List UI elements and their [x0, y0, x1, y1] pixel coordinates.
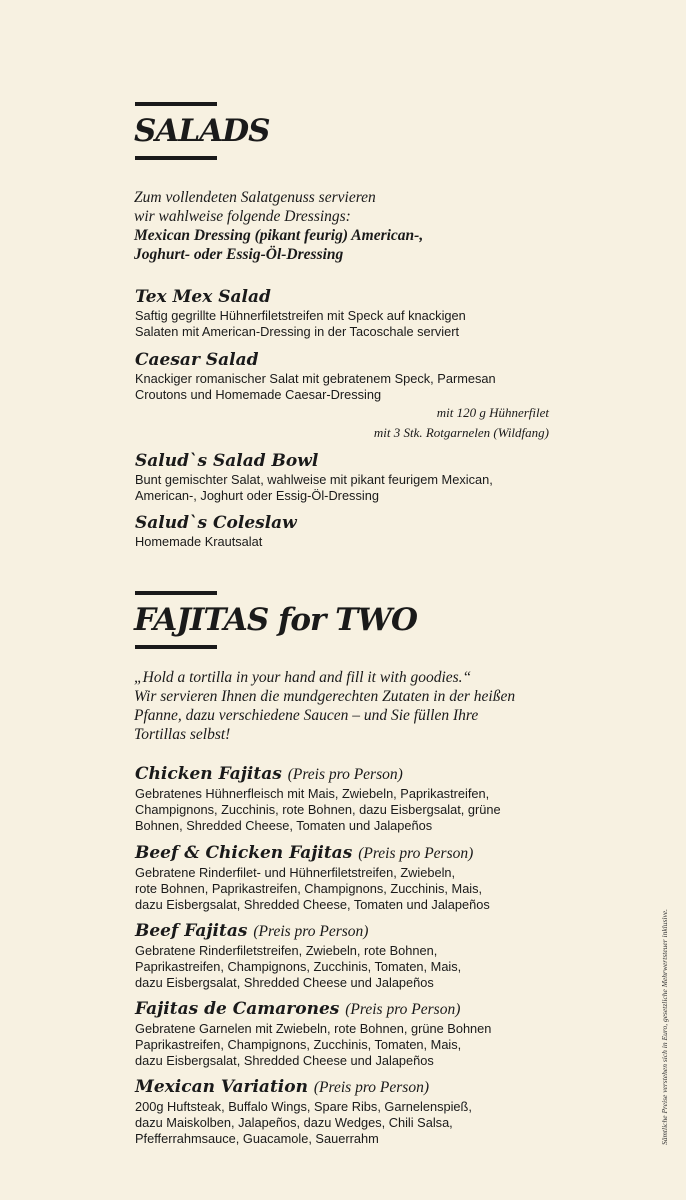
- item-desc-line: Gebratene Rinderfilet- und Hühnerfiletstreifen, Zwiebeln,: [135, 865, 456, 880]
- item-description: [135, 786, 501, 834]
- item-name: Beef Fajitas: [135, 921, 248, 941]
- item-description: [135, 371, 496, 403]
- salads-intro-line: wir wahlweise folgende Dressings:: [134, 208, 351, 225]
- caesar-option-prawns: mit 3 Stk. Rotgarnelen (Wildfang): [373, 425, 549, 440]
- price-disclaimer: Sämtliche Preise verstehen sich in Euro, gesetzliche Mehrwertsteuer inklusive.: [660, 908, 669, 1145]
- fajitas-intro-line: Pfanne, dazu verschiedene Saucen – und Sie füllen Ihre: [134, 707, 479, 724]
- salads-intro-line: Zum vollendeten Salatgenuss servieren: [134, 189, 376, 206]
- item-name-row: [135, 1076, 472, 1099]
- item-description: [135, 1021, 491, 1069]
- fajitas-intro: [134, 668, 515, 744]
- salads-rule-bottom: [135, 156, 217, 160]
- item-name: Mexican Variation: [135, 1077, 308, 1097]
- item-name: Salud`s Coleslaw: [135, 513, 297, 533]
- item-desc-line: dazu Eisbergsalat, Shredded Cheese und Jalapeños: [135, 975, 434, 990]
- item-desc-line: Saftig gegrillte Hühnerfiletstreifen mit Speck auf knackigen: [135, 308, 466, 323]
- item-price-note: (Preis pro Person): [313, 1079, 429, 1096]
- item-desc-line: Homemade Krautsalat: [135, 534, 263, 549]
- menu-item-beef-chicken-fajitas: [135, 842, 490, 913]
- menu-item-chicken-fajitas: [135, 763, 501, 834]
- menu-item-tex-mex-salad: [135, 286, 466, 340]
- item-description: [135, 1099, 472, 1147]
- item-name-row: [135, 763, 501, 786]
- salads-intro-dressing-line: Mexican Dressing (pikant feurig) American-,: [134, 227, 424, 244]
- item-description: [135, 308, 466, 340]
- item-price-note: (Preis pro Person): [345, 1001, 461, 1018]
- fajitas-rule-top: [135, 591, 217, 595]
- menu-item-fajitas-de-camarones: [135, 998, 491, 1069]
- salads-rule-top: [135, 102, 217, 106]
- menu-item-caesar-salad: [135, 349, 496, 403]
- item-description: [135, 865, 490, 913]
- item-desc-line: Bunt gemischter Salat, wahlweise mit pikant feurigem Mexican,: [135, 472, 493, 487]
- salads-intro-dressing-line: Joghurt- oder Essig-Öl-Dressing: [134, 246, 344, 263]
- fajitas-rule-bottom: [135, 645, 217, 649]
- caesar-option-chicken: mit 120 g Hühnerfilet: [436, 405, 549, 420]
- item-name-row: [135, 842, 490, 865]
- item-desc-line: Gebratenes Hühnerfleisch mit Mais, Zwiebeln, Paprikastreifen,: [135, 786, 490, 801]
- item-price-note: (Preis pro Person): [253, 923, 369, 940]
- menu-item-saluds-coleslaw: [135, 512, 297, 550]
- item-description: [135, 472, 493, 504]
- salads-intro: [134, 188, 423, 264]
- fajitas-intro-line: Tortillas selbst!: [134, 726, 231, 743]
- item-name: Beef & Chicken Fajitas: [135, 843, 353, 863]
- item-price-note: (Preis pro Person): [358, 845, 474, 862]
- item-description: [135, 943, 461, 991]
- item-name: Caesar Salad: [135, 350, 259, 370]
- item-name: Tex Mex Salad: [135, 287, 271, 307]
- item-desc-line: Gebratene Garnelen mit Zwiebeln, rote Bohnen, grüne Bohnen: [135, 1021, 492, 1036]
- salads-heading: SALADS: [134, 113, 270, 149]
- item-name-row: [135, 998, 491, 1021]
- menu-item-saluds-salad-bowl: [135, 450, 493, 504]
- item-name-row: [135, 920, 461, 943]
- item-desc-line: Pfefferrahmsauce, Guacamole, Sauerrahm: [135, 1131, 379, 1146]
- fajitas-heading: FAJITAS for TWO: [134, 602, 418, 638]
- menu-item-beef-fajitas: [135, 920, 461, 991]
- item-description: [135, 534, 297, 550]
- item-desc-line: dazu Eisbergsalat, Shredded Cheese, Tomaten und Jalapeños: [135, 897, 490, 912]
- item-desc-line: Croutons und Homemade Caesar-Dressing: [135, 387, 382, 402]
- item-name: Fajitas de Camarones: [135, 999, 340, 1019]
- item-desc-line: American-, Joghurt oder Essig-Öl-Dressing: [135, 488, 379, 503]
- item-desc-line: dazu Eisbergsalat, Shredded Cheese und Jalapeños: [135, 1053, 434, 1068]
- item-desc-line: Salaten mit American-Dressing in der Tacoschale serviert: [135, 324, 460, 339]
- menu-item-mexican-variation: [135, 1076, 472, 1147]
- item-desc-line: Gebratene Rinderfiletstreifen, Zwiebeln, rote Bohnen,: [135, 943, 438, 958]
- item-desc-line: Bohnen, Shredded Cheese, Tomaten und Jalapeños: [135, 818, 433, 833]
- item-desc-line: Paprikastreifen, Champignons, Zucchinis, Tomaten, Mais,: [135, 1037, 462, 1052]
- item-desc-line: Knackiger romanischer Salat mit gebratenem Speck, Parmesan: [135, 371, 496, 386]
- item-desc-line: Paprikastreifen, Champignons, Zucchinis, Tomaten, Mais,: [135, 959, 462, 974]
- item-name: Salud`s Salad Bowl: [135, 451, 319, 471]
- fajitas-intro-line: „Hold a tortilla in your hand and fill it with goodies.“: [134, 669, 472, 686]
- item-desc-line: rote Bohnen, Paprikastreifen, Champignons, Zucchinis, Mais,: [135, 881, 483, 896]
- item-price-note: (Preis pro Person): [287, 766, 403, 783]
- item-name: Chicken Fajitas: [135, 764, 282, 784]
- item-desc-line: Champignons, Zucchinis, rote Bohnen, dazu Eisbergsalat, grüne: [135, 802, 501, 817]
- fajitas-intro-line: Wir servieren Ihnen die mundgerechten Zutaten in der heißen: [134, 688, 516, 705]
- item-desc-line: 200g Huftsteak, Buffalo Wings, Spare Ribs, Garnelenspieß,: [135, 1099, 472, 1114]
- item-desc-line: dazu Maiskolben, Jalapeños, dazu Wedges, Chili Salsa,: [135, 1115, 453, 1130]
